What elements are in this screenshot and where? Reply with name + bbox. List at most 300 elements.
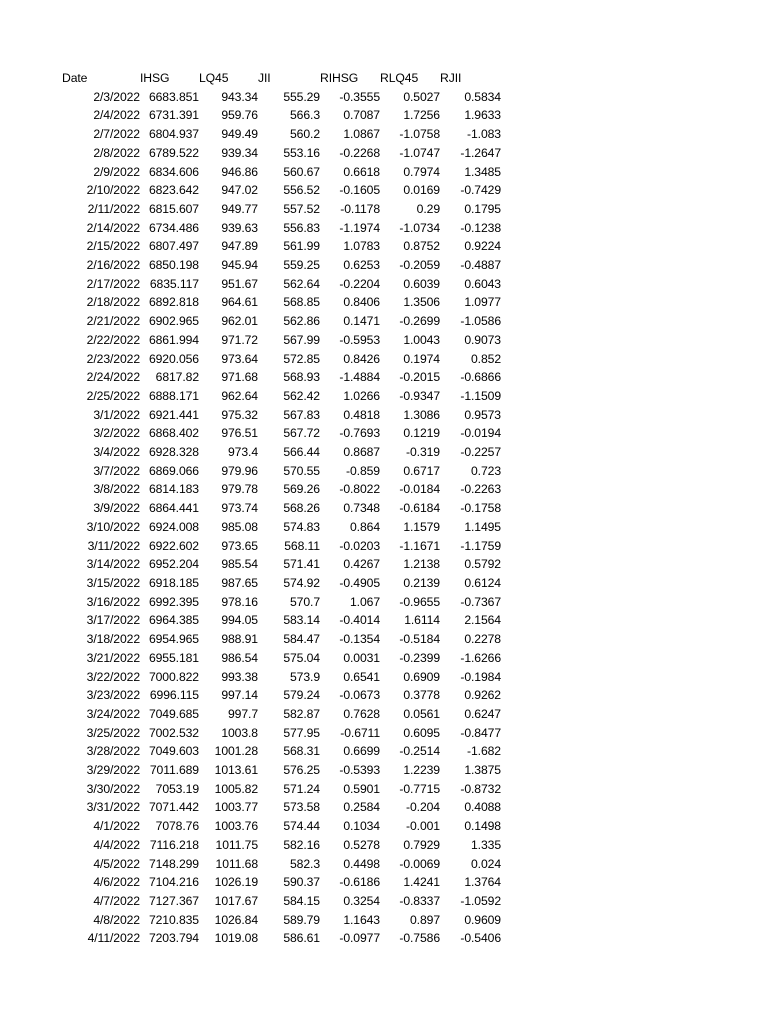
table-row	[62, 312, 501, 331]
date-cell: 3/18/2022	[86, 632, 140, 647]
date-cell: 2/8/2022	[93, 145, 140, 160]
rjii-cell: 1.335	[471, 837, 501, 852]
rjii-cell: 1.0977	[464, 295, 501, 310]
rlq45-cell: -0.319	[406, 445, 440, 460]
table-row	[62, 593, 501, 612]
lq45-cell: 1003.77	[214, 800, 258, 815]
rlq45-cell: 1.2239	[403, 763, 440, 778]
date-cell: 3/28/2022	[86, 744, 140, 759]
lq45-cell: 971.72	[221, 332, 258, 347]
rlq45-cell: -0.9347	[399, 388, 440, 403]
rjii-cell: -1.0592	[460, 893, 501, 908]
rjii-cell: 0.723	[471, 463, 501, 478]
rlq45-cell: 1.7256	[403, 108, 440, 123]
rjii-cell: -0.7429	[460, 183, 501, 198]
rlq45-cell: -1.0734	[399, 220, 440, 235]
rjii-cell: 0.9573	[464, 407, 501, 422]
rlq45-cell: -0.7586	[399, 931, 440, 946]
table-row	[62, 350, 501, 369]
rlq45-cell: 0.7974	[403, 164, 440, 179]
rjii-cell: -0.2257	[460, 445, 501, 460]
jii-cell: 566.44	[283, 445, 320, 460]
rihsg-cell: 0.4818	[343, 407, 380, 422]
ihsg-cell: 7049.603	[148, 744, 199, 759]
jii-cell: 582.16	[283, 837, 320, 852]
date-cell: 4/6/2022	[93, 875, 140, 890]
jii-cell: 559.25	[283, 258, 320, 273]
lq45-cell: 997.14	[221, 688, 258, 703]
rjii-cell: -1.2647	[460, 145, 501, 160]
lq45-cell: 962.01	[221, 314, 258, 329]
table-row	[62, 443, 501, 462]
ihsg-cell: 7104.216	[148, 875, 199, 890]
ihsg-cell: 7116.218	[149, 837, 199, 852]
rihsg-cell: -1.1974	[339, 220, 380, 235]
rlq45-cell: 0.0561	[403, 706, 440, 721]
date-cell: 2/15/2022	[86, 239, 140, 254]
date-cell: 3/2/2022	[93, 426, 140, 441]
rlq45-cell: 0.3778	[403, 688, 440, 703]
date-cell: 2/16/2022	[86, 258, 140, 273]
jii-cell: 555.29	[283, 89, 320, 104]
rihsg-cell: 0.8687	[343, 445, 380, 460]
rjii-cell: 0.6124	[464, 575, 501, 590]
rihsg-cell: 0.4267	[343, 557, 380, 572]
rihsg-cell: -0.4905	[339, 575, 380, 590]
lq45-cell: 973.74	[221, 501, 258, 516]
rjii-cell: -0.1238	[460, 220, 501, 235]
ihsg-cell: 7210.835	[148, 912, 199, 927]
table-row	[62, 480, 501, 499]
ihsg-cell: 6789.522	[148, 145, 199, 160]
rlq45-cell: 0.5027	[403, 89, 440, 104]
table-row	[62, 873, 501, 892]
jii-cell: 567.99	[283, 332, 320, 347]
jii-cell: 556.52	[283, 183, 320, 198]
rihsg-cell: 0.5278	[343, 837, 380, 852]
lq45-cell: 997.7	[228, 706, 258, 721]
rlq45-cell: 1.3086	[403, 407, 440, 422]
table-row	[62, 855, 501, 874]
date-cell: 3/25/2022	[86, 725, 140, 740]
ihsg-cell: 6888.171	[148, 388, 199, 403]
rihsg-cell: 0.4498	[343, 856, 380, 871]
ihsg-cell: 6992.395	[148, 594, 199, 609]
rihsg-cell: 1.0867	[343, 127, 380, 142]
rjii-cell: 0.1498	[464, 819, 501, 834]
date-cell: 3/1/2022	[93, 407, 140, 422]
rjii-cell: 0.9224	[464, 239, 501, 254]
date-cell: 3/24/2022	[86, 706, 140, 721]
date-cell: 2/7/2022	[93, 127, 140, 142]
lq45-cell: 1026.19	[214, 875, 258, 890]
table-row	[62, 892, 501, 911]
rihsg-cell: -0.6711	[340, 725, 380, 740]
jii-cell: 582.3	[290, 856, 320, 871]
jii-cell: 570.7	[290, 594, 320, 609]
rihsg-cell: -0.2268	[339, 145, 380, 160]
rlq45-cell: 0.6039	[403, 276, 440, 291]
rjii-cell: -0.6866	[460, 370, 501, 385]
date-cell: 4/8/2022	[93, 912, 140, 927]
rihsg-cell: -0.2204	[339, 276, 380, 291]
ihsg-cell: 7002.532	[148, 725, 199, 740]
ihsg-cell: 6815.607	[148, 201, 199, 216]
lq45-cell: 979.96	[221, 463, 258, 478]
rlq45-cell: -1.0758	[399, 127, 440, 142]
ihsg-cell: 7071.442	[148, 800, 199, 815]
rjii-cell: 0.852	[471, 351, 501, 366]
table-row	[62, 331, 501, 350]
rihsg-cell: -0.4014	[339, 613, 380, 628]
lq45-cell: 1017.67	[214, 893, 258, 908]
rihsg-cell: -0.5393	[339, 763, 380, 778]
date-cell: 2/24/2022	[86, 370, 140, 385]
rjii-cell: 0.6247	[464, 706, 501, 721]
jii-cell: 590.37	[283, 875, 320, 890]
ihsg-cell: 6731.391	[148, 108, 199, 123]
lq45-cell: 949.77	[221, 201, 258, 216]
lq45-cell: 973.65	[221, 538, 258, 553]
date-cell: 2/4/2022	[93, 108, 140, 123]
rjii-cell: -1.1509	[460, 388, 501, 403]
lq45-cell: 994.05	[221, 613, 258, 628]
rihsg-cell: -0.1178	[340, 201, 380, 216]
ihsg-cell: 7011.689	[149, 763, 199, 778]
jii-cell: 566.3	[290, 108, 320, 123]
rihsg-cell: 1.067	[350, 594, 380, 609]
table-row	[62, 219, 501, 238]
rjii-cell: -0.1984	[460, 669, 501, 684]
rihsg-cell: 0.3254	[343, 893, 380, 908]
rjii-cell: -1.0586	[460, 314, 501, 329]
ihsg-cell: 6868.402	[148, 426, 199, 441]
rihsg-cell: 0.8426	[343, 351, 380, 366]
lq45-cell: 988.91	[221, 632, 258, 647]
rihsg-cell: 0.6253	[343, 258, 380, 273]
rjii-cell: 1.3485	[464, 164, 501, 179]
table-row	[62, 181, 501, 200]
table-row	[62, 237, 501, 256]
lq45-cell: 986.54	[221, 650, 258, 665]
rlq45-cell: 1.4241	[403, 875, 440, 890]
rihsg-cell: -0.0977	[339, 931, 380, 946]
rihsg-cell: 1.0783	[343, 239, 380, 254]
table-row	[62, 387, 501, 406]
ihsg-cell: 6955.181	[148, 650, 199, 665]
ihsg-cell: 7127.367	[148, 893, 199, 908]
jii-cell: 574.44	[283, 819, 320, 834]
date-cell: 3/4/2022	[93, 445, 140, 460]
date-cell: 3/21/2022	[86, 650, 140, 665]
lq45-cell: 946.86	[221, 164, 258, 179]
jii-cell: 582.87	[283, 706, 320, 721]
lq45-cell: 1003.76	[214, 819, 258, 834]
jii-cell: 557.52	[283, 201, 320, 216]
ihsg-cell: 6921.441	[148, 407, 199, 422]
lq45-cell: 973.4	[228, 445, 258, 460]
rjii-cell: 0.9609	[464, 912, 501, 927]
ihsg-cell: 6823.642	[148, 183, 199, 198]
jii-cell: 583.14	[283, 613, 320, 628]
ihsg-cell: 6918.185	[148, 575, 199, 590]
table-row	[62, 518, 501, 537]
lq45-cell: 939.34	[221, 145, 258, 160]
rihsg-cell: -0.0203	[339, 538, 380, 553]
lq45-cell: 976.51	[221, 426, 258, 441]
date-cell: 3/7/2022	[93, 463, 140, 478]
column-header-rihsg: RIHSG	[320, 71, 359, 85]
ihsg-cell: 7049.685	[148, 706, 199, 721]
date-cell: 4/1/2022	[93, 819, 140, 834]
rlq45-cell: -1.1671	[399, 538, 440, 553]
table-row	[62, 88, 501, 107]
ihsg-cell: 6814.183	[148, 482, 199, 497]
table-row	[62, 275, 501, 294]
ihsg-cell: 7148.299	[148, 856, 199, 871]
jii-cell: 574.83	[283, 519, 320, 534]
lq45-cell: 945.94	[221, 258, 258, 273]
rlq45-cell: -0.2699	[399, 314, 440, 329]
rihsg-cell: -0.5953	[339, 332, 380, 347]
rihsg-cell: -1.4884	[339, 370, 380, 385]
rlq45-cell: 1.1579	[403, 519, 440, 534]
table-row	[62, 368, 501, 387]
jii-cell: 560.67	[283, 164, 320, 179]
table-row	[62, 798, 501, 817]
date-cell: 3/15/2022	[86, 575, 140, 590]
date-cell: 3/31/2022	[86, 800, 140, 815]
rihsg-cell: -0.8022	[339, 482, 380, 497]
ihsg-cell: 6922.602	[148, 538, 199, 553]
ihsg-cell: 7000.822	[148, 669, 199, 684]
rjii-cell: 0.9073	[464, 332, 501, 347]
lq45-cell: 1011.68	[215, 856, 258, 871]
rlq45-cell: 0.6717	[403, 463, 440, 478]
rlq45-cell: 0.1219	[403, 426, 440, 441]
date-cell: 4/4/2022	[93, 837, 140, 852]
date-cell: 3/17/2022	[86, 613, 140, 628]
ihsg-cell: 7203.794	[148, 931, 199, 946]
jii-cell: 577.95	[283, 725, 320, 740]
rlq45-cell: 0.6909	[403, 669, 440, 684]
table-row	[62, 817, 501, 836]
lq45-cell: 964.61	[221, 295, 258, 310]
jii-cell: 561.99	[283, 239, 320, 254]
table-row	[62, 106, 501, 125]
jii-cell: 573.9	[290, 669, 320, 684]
rihsg-cell: 0.864	[350, 519, 380, 534]
jii-cell: 573.58	[283, 800, 320, 815]
column-header-ihsg: IHSG	[140, 71, 170, 85]
table-row	[62, 256, 501, 275]
jii-cell: 570.55	[283, 463, 320, 478]
lq45-cell: 959.76	[221, 108, 258, 123]
data-table	[62, 69, 501, 948]
rlq45-cell: 0.8752	[403, 239, 440, 254]
rihsg-cell: 0.6541	[343, 669, 380, 684]
date-cell: 3/16/2022	[86, 594, 140, 609]
rihsg-cell: 0.2584	[343, 800, 380, 815]
column-header-jii: JII	[258, 71, 271, 85]
date-cell: 3/30/2022	[86, 781, 140, 796]
rihsg-cell: -0.6186	[339, 875, 380, 890]
ihsg-cell: 6734.486	[148, 220, 199, 235]
lq45-cell: 985.08	[221, 519, 258, 534]
rlq45-cell: 0.7929	[403, 837, 440, 852]
jii-cell: 567.72	[283, 426, 320, 441]
ihsg-cell: 6902.965	[148, 314, 199, 329]
column-header-rlq45: RLQ45	[380, 71, 419, 85]
rjii-cell: 1.3764	[464, 875, 501, 890]
table-row	[62, 649, 501, 668]
rihsg-cell: 0.7087	[343, 108, 380, 123]
jii-cell: 568.85	[283, 295, 320, 310]
jii-cell: 567.83	[283, 407, 320, 422]
rihsg-cell: 0.8406	[343, 295, 380, 310]
rjii-cell: 0.1795	[464, 201, 501, 216]
ihsg-cell: 6835.117	[149, 276, 199, 291]
lq45-cell: 978.16	[221, 594, 258, 609]
jii-cell: 562.64	[283, 276, 320, 291]
rihsg-cell: 0.6699	[343, 744, 380, 759]
rihsg-cell: 0.7348	[343, 501, 380, 516]
rlq45-cell: -0.5184	[399, 632, 440, 647]
rihsg-cell: 0.1034	[343, 819, 380, 834]
table-row	[62, 125, 501, 144]
rihsg-cell: -0.1605	[339, 183, 380, 198]
jii-cell: 571.24	[283, 781, 320, 796]
ihsg-cell: 6920.056	[148, 351, 199, 366]
table-row	[62, 724, 501, 743]
ihsg-cell: 6683.851	[148, 89, 199, 104]
date-cell: 2/23/2022	[86, 351, 140, 366]
rlq45-cell: -0.0184	[399, 482, 440, 497]
lq45-cell: 962.64	[221, 388, 258, 403]
rihsg-cell: -0.0673	[339, 688, 380, 703]
rjii-cell: 0.4088	[464, 800, 501, 815]
lq45-cell: 1011.75	[215, 837, 258, 852]
ihsg-cell: 6807.497	[148, 239, 199, 254]
jii-cell: 575.04	[283, 650, 320, 665]
jii-cell: 584.47	[283, 632, 320, 647]
table-row	[62, 200, 501, 219]
rjii-cell: 0.5834	[464, 89, 501, 104]
jii-cell: 569.26	[283, 482, 320, 497]
rjii-cell: -1.1759	[460, 538, 501, 553]
rjii-cell: -1.083	[467, 127, 501, 142]
table-row	[62, 705, 501, 724]
lq45-cell: 1003.8	[221, 725, 258, 740]
rlq45-cell: 1.6114	[404, 613, 440, 628]
lq45-cell: 947.89	[221, 239, 258, 254]
table-row	[62, 742, 501, 761]
rlq45-cell: 0.0169	[403, 183, 440, 198]
lq45-cell: 1019.08	[214, 931, 258, 946]
ihsg-cell: 6928.328	[148, 445, 199, 460]
rihsg-cell: -0.859	[346, 463, 380, 478]
jii-cell: 560.2	[290, 127, 320, 142]
date-cell: 3/22/2022	[86, 669, 140, 684]
date-cell: 3/23/2022	[86, 688, 140, 703]
table-row	[62, 537, 501, 556]
ihsg-cell: 6864.441	[148, 501, 199, 516]
lq45-cell: 975.32	[221, 407, 258, 422]
lq45-cell: 979.78	[221, 482, 258, 497]
lq45-cell: 1005.82	[214, 781, 258, 796]
rjii-cell: 2.1564	[464, 613, 501, 628]
ihsg-cell: 6817.82	[155, 370, 199, 385]
rjii-cell: -0.5406	[460, 931, 501, 946]
rjii-cell: 0.6043	[464, 276, 501, 291]
jii-cell: 571.41	[283, 557, 320, 572]
rlq45-cell: -1.0747	[399, 145, 440, 160]
rjii-cell: 0.2278	[464, 632, 501, 647]
date-cell: 3/8/2022	[93, 482, 140, 497]
ihsg-cell: 6954.965	[148, 632, 199, 647]
lq45-cell: 973.64	[221, 351, 258, 366]
table-row	[62, 555, 501, 574]
rlq45-cell: 1.3506	[403, 295, 440, 310]
rjii-cell: 1.9633	[464, 108, 501, 123]
rjii-cell: -1.682	[467, 744, 501, 759]
rlq45-cell: -0.2514	[399, 744, 440, 759]
ihsg-cell: 6861.994	[148, 332, 199, 347]
rjii-cell: 0.5792	[464, 557, 501, 572]
jii-cell: 589.79	[283, 912, 320, 927]
rlq45-cell: 0.29	[416, 201, 440, 216]
rjii-cell: -0.0194	[460, 426, 501, 441]
rlq45-cell: 0.897	[410, 912, 440, 927]
ihsg-cell: 6892.818	[148, 295, 199, 310]
date-cell: 3/9/2022	[93, 501, 140, 516]
lq45-cell: 1001.28	[214, 744, 258, 759]
jii-cell: 562.86	[283, 314, 320, 329]
lq45-cell: 993.38	[221, 669, 258, 684]
jii-cell: 574.92	[283, 575, 320, 590]
date-cell: 2/14/2022	[86, 220, 140, 235]
rihsg-cell: 0.6618	[343, 164, 380, 179]
lq45-cell: 947.02	[221, 183, 258, 198]
table-row	[62, 406, 501, 425]
ihsg-cell: 7053.19	[155, 781, 199, 796]
date-cell: 3/11/2022	[87, 538, 140, 553]
date-cell: 2/9/2022	[93, 164, 140, 179]
jii-cell: 586.61	[283, 931, 320, 946]
jii-cell: 562.42	[283, 388, 320, 403]
rihsg-cell: 1.0266	[343, 388, 380, 403]
jii-cell: 568.26	[283, 501, 320, 516]
rjii-cell: -1.6266	[460, 650, 501, 665]
jii-cell: 568.11	[284, 538, 320, 553]
lq45-cell: 943.34	[221, 89, 258, 104]
jii-cell: 568.31	[283, 744, 320, 759]
ihsg-cell: 6869.066	[148, 463, 199, 478]
table-row	[62, 293, 501, 312]
lq45-cell: 939.63	[221, 220, 258, 235]
rlq45-cell: -0.2015	[399, 370, 440, 385]
jii-cell: 572.85	[283, 351, 320, 366]
date-cell: 4/7/2022	[93, 893, 140, 908]
lq45-cell: 985.54	[221, 557, 258, 572]
header-row	[62, 69, 501, 88]
date-cell: 3/29/2022	[86, 763, 140, 778]
rlq45-cell: -0.9655	[399, 594, 440, 609]
rjii-cell: 0.024	[471, 856, 501, 871]
table-row	[62, 424, 501, 443]
jii-cell: 556.83	[283, 220, 320, 235]
table-row	[62, 836, 501, 855]
